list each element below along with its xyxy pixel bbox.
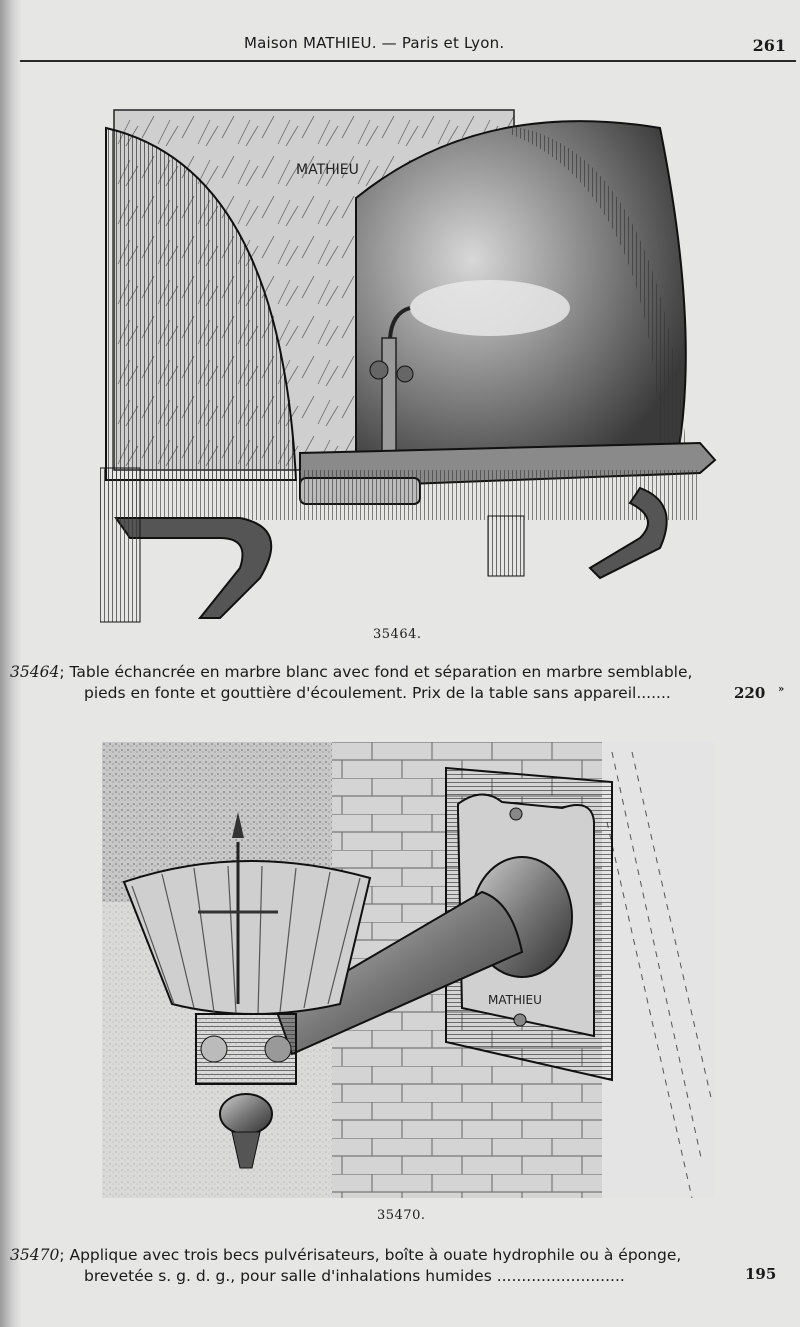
figure-wall-applique [102, 742, 714, 1198]
figure-marble-table [100, 108, 718, 624]
marble-table-illustration [100, 108, 718, 624]
page-number: 261 [752, 36, 786, 55]
item-reference: 35470 [10, 1246, 60, 1264]
figure-label: 35464. [373, 627, 422, 642]
header-title: Maison MATHIEU. — Paris et Lyon. [244, 34, 505, 52]
engraved-label: MATHIEU [296, 162, 359, 178]
price-suffix: » [778, 684, 785, 695]
header-rule [20, 60, 796, 62]
item-reference: 35464 [10, 663, 60, 681]
page-header [0, 26, 800, 56]
description-line-1 [10, 662, 692, 683]
description-text: ; Table échancrée en marbre blanc avec fond et séparation en marbre semblable, [59, 663, 693, 681]
item-price: 220 [734, 684, 766, 702]
item-description [10, 1245, 681, 1287]
wall-applique-illustration [102, 742, 714, 1198]
description-text: ; Applique avec trois becs pulvérisateurs, boîte à ouate hydrophile ou à éponge, [59, 1246, 682, 1264]
figure-label: 35470. [377, 1208, 426, 1223]
item-price: 195 [745, 1265, 777, 1283]
description-line-1 [10, 1245, 681, 1266]
description-line-2: brevetée s. g. d. g., pour salle d'inhalations humides .......................... [84, 1267, 625, 1285]
engraved-label: MATHIEU [488, 993, 542, 1007]
item-description [10, 662, 692, 704]
description-line-2: pieds en fonte et gouttière d'écoulement. Prix de la table sans appareil....... [84, 684, 671, 702]
